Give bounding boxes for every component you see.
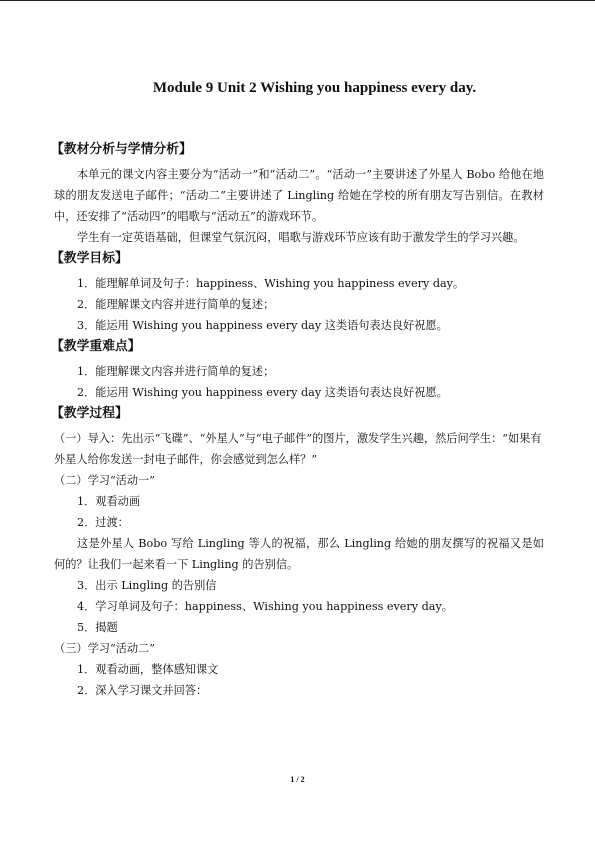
key-point-item: 1．能理解课文内容并进行简单的复述； [77, 365, 275, 378]
heading-key-points: 【教学重难点】 [51, 339, 141, 354]
heading-goals: 【教学目标】 [51, 251, 128, 266]
process-item: 3．出示 Lingling 的告别信 [77, 579, 217, 592]
process-item: 2．深入学习课文并回答： [77, 684, 208, 697]
analysis-paragraph-1: 本单元的课文内容主要分为“活动一”和“活动二”。“活动一”主要讲述了外星人 Bobo 给他在地球的朋友发送电子邮件；“活动二”主要讲述了 Lingling 给她在学校的所有朋友写告别信。在教材中，还安排了“活动四”的唱歌与“活动五”的游戏环节。 [54, 168, 544, 223]
page-number: 1 / 2 [290, 775, 305, 784]
goal-item: 3．能运用 Wishing you happiness every day 这类语句表达良好祝愿。 [77, 319, 448, 332]
page-title: Module 9 Unit 2 Wishing you happiness every day. [152, 80, 477, 96]
goal-item: 2．能理解课文内容并进行简单的复述； [77, 298, 275, 311]
process-step-1: （一）导入：先出示“飞碟”、“外星人”与“电子邮件”的图片，激发学生兴趣，然后问学生：“如果有外星人给你发送一封电子邮件，你会感觉到怎么样？” [54, 432, 542, 466]
document-body [51, 141, 544, 701]
goal-item: 1．能理解单词及句子：happiness、Wishing you happiness every day。 [77, 277, 465, 290]
heading-process: 【教学过程】 [51, 406, 128, 421]
process-step-2-title: （二）学习“活动一” [54, 474, 155, 487]
process-item: 4．学习单词及句子：happiness、Wishing you happiness every day。 [77, 600, 453, 613]
process-item: 2．过渡： [77, 516, 129, 529]
process-item: 1．观看动画 [77, 495, 141, 508]
process-step-3-title: （三）学习“活动二” [54, 642, 155, 655]
heading-analysis: 【教材分析与学情分析】 [51, 142, 192, 157]
process-item: 1．观看动画，整体感知课文 [77, 663, 219, 676]
key-point-item: 2．能运用 Wishing you happiness every day 这类语句表达良好祝愿。 [77, 386, 448, 399]
analysis-paragraph-2: 学生有一定英语基础，但课堂气氛沉闷，唱歌与游戏环节应该有助于激发学生的学习兴趣。 [77, 231, 525, 244]
process-paragraph: 这是外星人 Bobo 写给 Lingling 等人的祝福，那么 Lingling 给她的朋友撰写的祝福又是如何的？让我们一起来看一下 Lingling 的告别信。 [54, 537, 544, 571]
process-item: 5．揭题 [77, 621, 118, 634]
top-rule [0, 0, 595, 1]
